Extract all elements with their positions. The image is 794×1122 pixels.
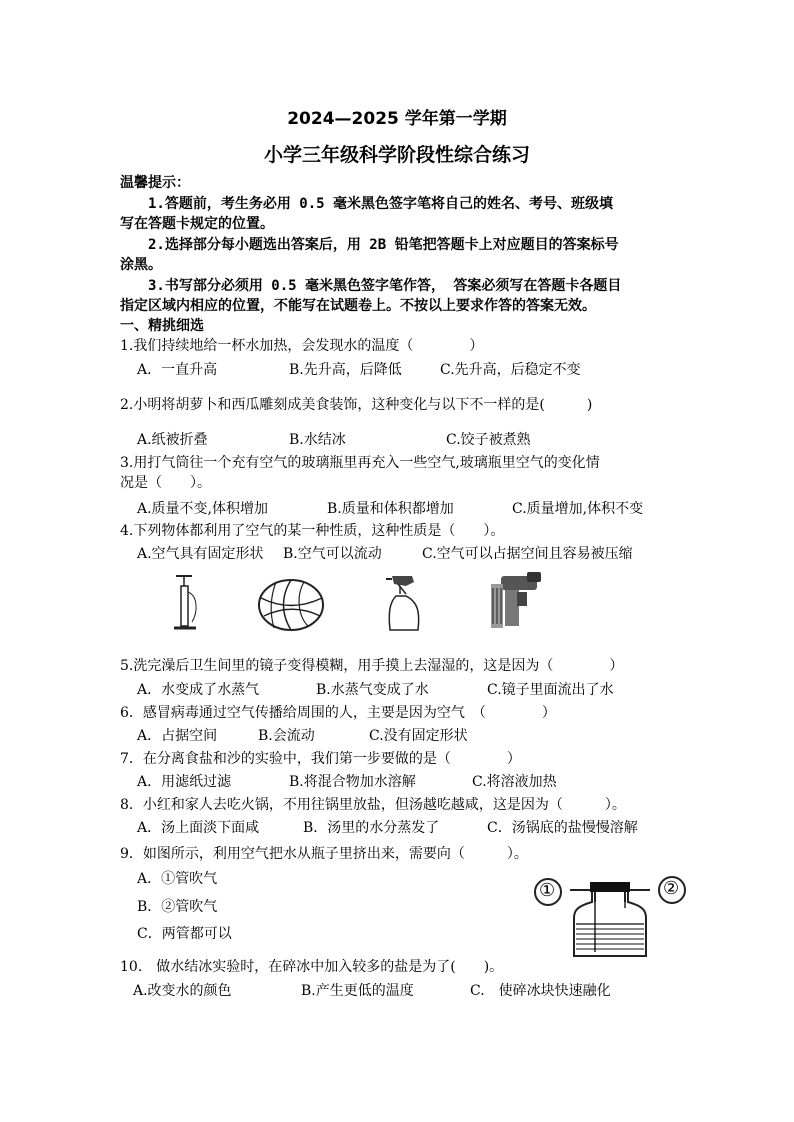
question-9-stem: 9．如图所示，利用空气把水从瓶子里挤出来，需要向（ ）。 bbox=[120, 846, 528, 862]
exam-term-title: 2024—2025 学年第一学期 bbox=[287, 109, 507, 129]
question-4-option-b: B.空气可以流动 bbox=[283, 546, 382, 562]
question-3-option-c: C.质量增加,体积不变 bbox=[512, 501, 644, 517]
notice-line-3a: 3.书写部分必须用 0.5 毫米黑色签字笔作答， 答案必须写在答题卡各题目 bbox=[148, 278, 622, 294]
question-1-stem: 1.我们持续地给一杯水加热，会发现水的温度（ ） bbox=[120, 338, 484, 354]
question-10-option-c: C. 使碎冰块快速融化 bbox=[470, 983, 611, 999]
question-9-option-c: C．两管都可以 bbox=[137, 926, 232, 942]
question-10-option-a: A.改变水的颜色 bbox=[133, 983, 232, 999]
question-8-stem: 8．小红和家人去吃火锅，不用往锅里放盐，但汤越吃越咸，这是因为（ ）。 bbox=[120, 797, 626, 813]
question-6-option-c: C.没有固定形状 bbox=[369, 728, 468, 744]
question-7-option-c: C.将溶液加热 bbox=[472, 774, 557, 790]
tube-1-label: ① bbox=[539, 880, 556, 901]
question-8-option-b: B．汤里的水分蒸发了 bbox=[303, 820, 440, 836]
question-2-option-b: B.水结冰 bbox=[289, 432, 346, 448]
question-8-option-a: A．汤上面淡下面咸 bbox=[137, 820, 260, 836]
question-5-option-b: B.水蒸气变成了水 bbox=[316, 682, 429, 698]
tube-2-label: ② bbox=[663, 878, 680, 899]
question-10-option-b: B.产生更低的温度 bbox=[301, 983, 414, 999]
question-9-figure bbox=[530, 872, 690, 958]
notice-line-3b: 指定区域内相应的位置，不能写在试题卷上。不按以上要求作答的答案无效。 bbox=[120, 298, 596, 314]
section-1-title: 一、精挑细选 bbox=[120, 318, 204, 334]
notice-line-2b: 涂黑。 bbox=[120, 257, 162, 273]
question-3-option-b: B.质量和体积都增加 bbox=[327, 501, 454, 517]
question-10-stem: 10. 做水结冰实验时，在碎冰中加入较多的盐是为了( )。 bbox=[120, 959, 504, 975]
question-5-option-a: A．水变成了水蒸气 bbox=[137, 682, 260, 698]
question-2-option-a: A.纸被折叠 bbox=[137, 432, 208, 448]
question-1-option-a: A．一直升高 bbox=[137, 362, 218, 378]
notice-heading: 温馨提示： bbox=[120, 175, 190, 191]
question-3-option-a: A.质量不变,体积增加 bbox=[137, 501, 269, 517]
question-4-option-c: C.空气可以占据空间且容易被压缩 bbox=[422, 546, 633, 562]
question-7-option-a: A．用滤纸过滤 bbox=[137, 774, 232, 790]
notice-line-1b: 写在答题卡规定的位置。 bbox=[120, 216, 274, 232]
exam-title: 小学三年级科学阶段性综合练习 bbox=[263, 144, 530, 166]
question-9-option-b: B．②管吹气 bbox=[137, 899, 218, 915]
question-5-option-c: C.镜子里面流出了水 bbox=[487, 682, 614, 698]
question-6-option-b: B.会流动 bbox=[258, 728, 315, 744]
question-5-stem: 5.洗完澡后卫生间里的镜子变得模糊，用手摸上去湿湿的，这是因为（ ） bbox=[120, 658, 624, 674]
bicycle-pump-icon bbox=[172, 572, 202, 634]
question-2-stem: 2.小明将胡萝卜和西瓜雕刻成美食装饰，这种变化与以下不一样的是( ) bbox=[120, 397, 593, 413]
nail-gun-icon bbox=[487, 570, 547, 634]
question-4-option-a: A.空气具有固定形状 bbox=[137, 546, 264, 562]
question-7-stem: 7．在分离食盐和沙的实验中，我们第一步要做的是（ ） bbox=[120, 751, 521, 767]
question-8-option-c: C．汤锅底的盐慢慢溶解 bbox=[487, 820, 638, 836]
question-6-stem: 6．感冒病毒通过空气传播给周围的人，主要是因为空气 （ ） bbox=[120, 705, 556, 721]
question-7-option-b: B.将混合物加水溶解 bbox=[289, 774, 416, 790]
question-6-option-a: A．占据空间 bbox=[137, 728, 218, 744]
question-9-option-a: A．①管吹气 bbox=[137, 871, 218, 887]
question-3-stem-cont: 况是（ ）。 bbox=[120, 475, 211, 491]
notice-line-2a: 2.选择部分每小题选出答案后，用 2B 铅笔把答题卡上对应题目的答案标号 bbox=[148, 237, 619, 253]
spray-bottle-icon bbox=[384, 572, 426, 634]
notice-line-1a: 1.答题前，考生务必用 0.5 毫米黑色签字笔将自己的姓名、考号、班级填 bbox=[148, 196, 613, 212]
question-2-option-c: C.饺子被煮熟 bbox=[446, 432, 531, 448]
basketball-icon bbox=[256, 578, 326, 632]
question-3-stem: 3.用打气筒往一个充有空气的玻璃瓶里再充入一些空气,玻璃瓶里空气的变化情 bbox=[120, 455, 600, 471]
question-1-option-c: C.先升高，后稳定不变 bbox=[440, 362, 581, 378]
question-4-stem: 4.下列物体都利用了空气的某一种性质，这种性质是（ ）。 bbox=[120, 523, 505, 539]
question-1-option-b: B.先升高，后降低 bbox=[289, 362, 402, 378]
